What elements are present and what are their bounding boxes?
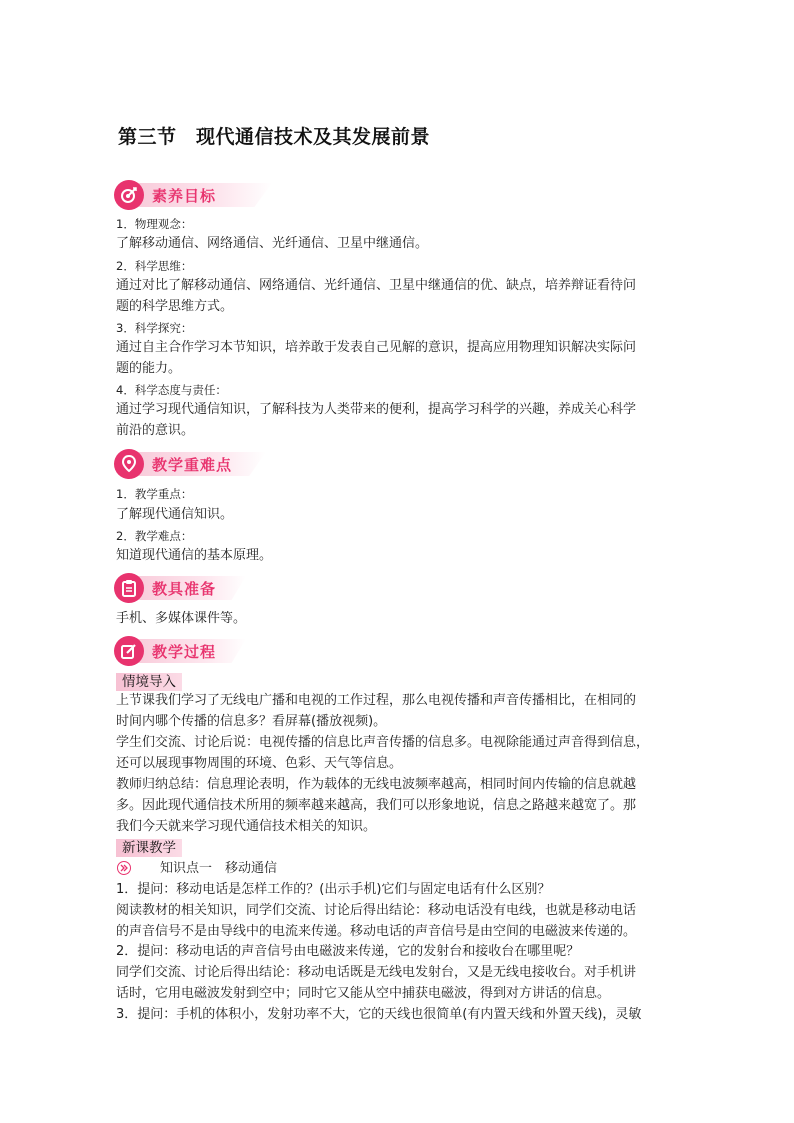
- text-line: 手机、多媒体课件等。: [116, 611, 247, 626]
- text-line: 4．科学态度与责任：: [116, 383, 227, 397]
- text-line: 教师归纳总结：信息理论表明，作为载体的无线电波频率越高，相同时间内传输的信息就越: [116, 777, 637, 792]
- location-pin-icon: [114, 449, 144, 479]
- text-line: 1．物理观念：: [116, 217, 193, 231]
- text-line: 2．科学思维：: [116, 259, 193, 273]
- text-line: 阅读教材的相关知识，同学们交流、讨论后得出结论：移动电话没有电线，也就是移动电话: [116, 903, 637, 918]
- text-line: 通过学习现代通信知识，了解科技为人类带来的便利，提高学习科学的兴趣，养成关心科学: [116, 402, 637, 417]
- text-line: 了解移动通信、网络通信、光纤通信、卫星中继通信。: [116, 236, 429, 251]
- text-line: 的声音信号不是由导线中的电流来传递。移动电话的声音信号是由空间的电磁波来传递的。: [116, 924, 637, 939]
- chevron-right-icon: [117, 861, 131, 875]
- text-line: 2．提问：移动电话的声音信号由电磁波来传递，它的发射台和接收台在哪里呢？: [116, 944, 580, 959]
- edit-icon: [114, 636, 144, 666]
- text-line: 3．提问：手机的体积小，发射功率不大，它的天线也很简单(有内置天线和外置天线)，灵敏: [116, 1007, 642, 1022]
- target-icon: [114, 180, 144, 210]
- section-banner-process: [114, 636, 244, 666]
- text-line: 1．提问：移动电话是怎样工作的？(出示手机)它们与固定电话有什么区别？: [116, 882, 551, 897]
- subsection-tag-new-lesson: 新课教学: [116, 839, 182, 857]
- text-line: 我们今天就来学习现代通信技术相关的知识。: [116, 819, 377, 834]
- text-line: 上节课我们学习了无线电广播和电视的工作过程，那么电视传播和声音传播相比，在相同的: [116, 693, 637, 708]
- text-line: 通过对比了解移动通信、网络通信、光纤通信、卫星中继通信的优、缺点，培养辩证看待问: [116, 278, 637, 293]
- section-banner-key-points: [114, 449, 264, 479]
- text-line: 话时，它用电磁波发射到空中；同时它又能从空中捕获电磁波，得到对方讲话的信息。: [116, 986, 611, 1001]
- clipboard-icon: [114, 573, 144, 603]
- text-line: 了解现代通信知识。: [116, 507, 234, 522]
- text-line: 题的能力。: [116, 361, 182, 376]
- text-line: 多。因此现代通信技术所用的频率越来越高，我们可以形象地说，信息之路越来越宽了。那: [116, 798, 637, 813]
- section-label: 教具准备: [152, 580, 217, 598]
- section-label: 教学重难点: [152, 456, 233, 474]
- text-line: 前沿的意识。: [116, 423, 195, 438]
- subsection-tag-intro: 情境导入: [116, 673, 182, 691]
- text-line: 时间内哪个传播的信息多？看屏幕(播放视频)。: [116, 714, 387, 729]
- text-line: 还可以展现事物周围的环境、色彩、天气等信息。: [116, 756, 403, 771]
- text-line: 知道现代通信的基本原理。: [116, 548, 273, 563]
- section-label: 教学过程: [152, 643, 217, 661]
- knowledge-point-heading: 知识点一 移动通信: [160, 861, 278, 876]
- text-line: 3．科学探究：: [116, 321, 193, 335]
- text-line: 学生们交流、讨论后说：电视传播的信息比声音传播的信息多。电视除能通过声音得到信息，: [116, 735, 650, 750]
- section-label: 素养目标: [152, 187, 217, 205]
- text-line: 2．教学难点：: [116, 529, 193, 543]
- text-line: 通过自主合作学习本节知识，培养敢于发表自己见解的意识，提高应用物理知识解决实际问: [116, 340, 637, 355]
- section-banner-objectives: [114, 180, 274, 210]
- text-line: 同学们交流、讨论后得出结论：移动电话既是无线电发射台，又是无线电接收台。对手机讲: [116, 965, 637, 980]
- page-title: 第三节 现代通信技术及其发展前景: [118, 126, 431, 148]
- section-banner-materials: [114, 573, 244, 603]
- text-line: 1．教学重点：: [116, 487, 193, 501]
- text-line: 题的科学思维方式。: [116, 299, 234, 314]
